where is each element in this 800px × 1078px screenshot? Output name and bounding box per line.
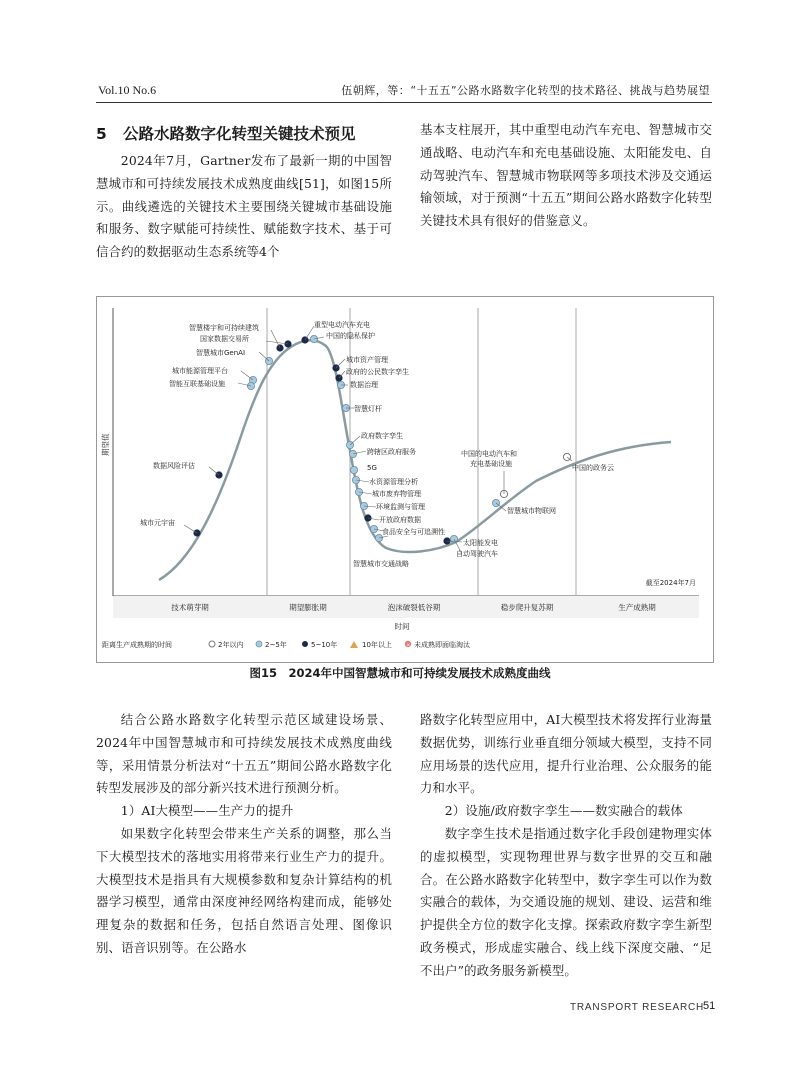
figure-caption: 图15 2024年中国智慧城市和可持续发展技术成熟度曲线 [249, 666, 551, 680]
page-number: 51 [703, 1000, 716, 1012]
curve-label: 智慧城市交通战略 [353, 560, 409, 568]
volume-label: Vol.10 No.6 [98, 83, 157, 97]
phase-label: 技术萌芽期 [171, 603, 209, 612]
legend-title: 距离生产成熟期的时间 [102, 641, 172, 649]
curve-label: 开放政府数据 [379, 516, 421, 524]
hype-cycle-figure [96, 296, 712, 661]
curve-label: 中国的隐私保护 [326, 332, 375, 340]
marker-2-5y [350, 466, 357, 473]
curve-label: 城市废弃物管理 [372, 490, 421, 498]
curve-label: 智慧城市物联网 [507, 507, 556, 515]
top-right-column [420, 119, 712, 233]
hype-curve [159, 340, 671, 580]
bottom-left-column [96, 709, 392, 960]
x-axis-label: 时间 [394, 622, 410, 631]
top-left-column [96, 150, 392, 264]
curve-label: 中国的政务云 [572, 464, 614, 472]
curve-label: 智慧灯杆 [354, 405, 382, 413]
curve-label: 智慧城市GenAI [196, 349, 246, 357]
curve-label: 智慧楼宇和可持续建筑 [189, 324, 259, 332]
running-title: 伍朝辉，等：“十五五”公路水路数字化转型的技术路径、挑战与趋势展望 [341, 84, 710, 97]
curve-label: 数据风险评估 [153, 462, 195, 470]
curve-label: 重型电动汽车充电 [314, 321, 370, 329]
section-title-text: 公路水路数字化转型关键技术预见 [123, 125, 356, 143]
curve-label: 自动驾驶汽车 [456, 550, 498, 558]
curve-label: 数据治理 [350, 381, 378, 389]
phase-label: 稳步爬升复苏期 [500, 603, 554, 612]
journal-name: TRANSPORT RESEARCH [570, 1002, 705, 1013]
subheading: 1）AI大模型——生产力的提升 [120, 803, 294, 819]
legend-label: 5~10年 [311, 641, 338, 649]
paragraph: 数字孪生技术是指通过数字化手段创建物理实体的虚拟模型，实现物理世界与数字世界的交互和融合。在公路水路数字化转型中，数字孪生可以作为数实融合的载体，为交通设施的规划、建设、运营和维护提供全方位的数字化支撑。探索政府数字孪生新型政务模式，形成虚实融合、线上线下深度交融、“足不出户”的政务服务新模型。 [420, 825, 712, 978]
phase-label: 生产成熟期 [618, 603, 656, 612]
curve-label: 政府的公民数字孪生 [346, 368, 409, 376]
curve-label: 环境监测与管理 [376, 503, 425, 511]
curve-label: 水资源管理分析 [369, 478, 418, 486]
legend-triangle-icon [350, 641, 358, 648]
curve-label: 城市元宇宙 [140, 519, 175, 527]
as-of-note: 截至2024年7月 [645, 579, 696, 587]
legend-label: 未成熟即面临淘汰 [414, 641, 470, 649]
curve-label: 食品安全与可追溯性 [382, 528, 445, 536]
curve-label: 太阳能发电 [463, 539, 498, 547]
curve-label: 5G [367, 464, 377, 472]
legend-label: 2~5年 [265, 641, 287, 649]
legend-light-circle-icon [256, 641, 262, 647]
paragraph: 如果数字化转型会带来生产关系的调整，那么当下大模型技术的落地实用将带来行业生产力的提升。大模型技术是指具有大规模参数和复杂计算结构的机器学习模型，通常由深度神经网络构建而成，能够处理复杂的数据和任务，包括自然语言处理、图像识别、语音识别等。在公路水 [96, 825, 392, 955]
phase-label: 泡沫破裂低谷期 [387, 603, 441, 612]
legend-x-mark: × [406, 642, 411, 649]
legend-label: 10年以上 [362, 641, 392, 649]
curve-label: 中国的电动汽车和 [461, 450, 517, 458]
legend-label: 2年以内 [218, 641, 244, 649]
phase-label: 期望膨胀期 [289, 603, 327, 612]
curve-label: 国家数据交易所 [200, 335, 249, 343]
curve-label: 政府数字孪生 [361, 432, 403, 440]
bottom-right-column [420, 709, 712, 983]
legend [102, 640, 470, 649]
y-axis-label: 期望值 [101, 433, 110, 456]
legend-open-circle-icon [209, 641, 215, 647]
paragraph: 结合公路水路数字化转型示范区域建设场景、2024年中国智慧城市和可持续发展技术成熟度曲线等，采用情景分析法对“十五五”期间公路水路数字化转型发展涉及的部分新兴技术进行预测分析。 [96, 712, 392, 796]
curve-label: 城市能源管理平台 [172, 367, 228, 375]
section-title [96, 122, 356, 144]
section-number: 5 [96, 125, 107, 143]
subheading: 2）设施/政府数字孪生——数实融合的载体 [444, 803, 683, 819]
top-right-paragraph: 基本支柱展开，其中重型电动汽车充电、智慧城市交通战略、电动汽车和充电基础设施、太阳能发电、自动驾驶汽车、智慧城市物联网等多项技术涉及交通运输领域，对于预测“十五五”期间公路水路数字化转型关键技术具有很好的借鉴意义。 [420, 122, 712, 229]
paragraph: 路数字化转型应用中，AI大模型技术将发挥行业海量数据优势，训练行业垂直细分领域大模型，支持不同应用场景的迭代应用，提升行业治理、公众服务的能力和水平。 [420, 712, 712, 796]
curve-label: 智能互联基础设施 [169, 380, 225, 388]
curve-label: 城市资产管理 [346, 356, 388, 364]
curve-label: 充电基础设施 [470, 460, 512, 468]
header-rule [96, 102, 712, 103]
top-left-paragraph: 2024年7月，Gartner发布了最新一期的中国智慧城市和可持续发展技术成熟度曲线[51]，如图15所示。曲线遴选的关键技术主要围绕关键城市基础设施和服务、数字赋能可持续性、赋能数字技术、基于可信合约的数据驱动生态系统等4个 [96, 153, 392, 260]
legend-dark-circle-icon [302, 641, 308, 647]
curve-label: 跨辖区政府服务 [367, 448, 416, 456]
